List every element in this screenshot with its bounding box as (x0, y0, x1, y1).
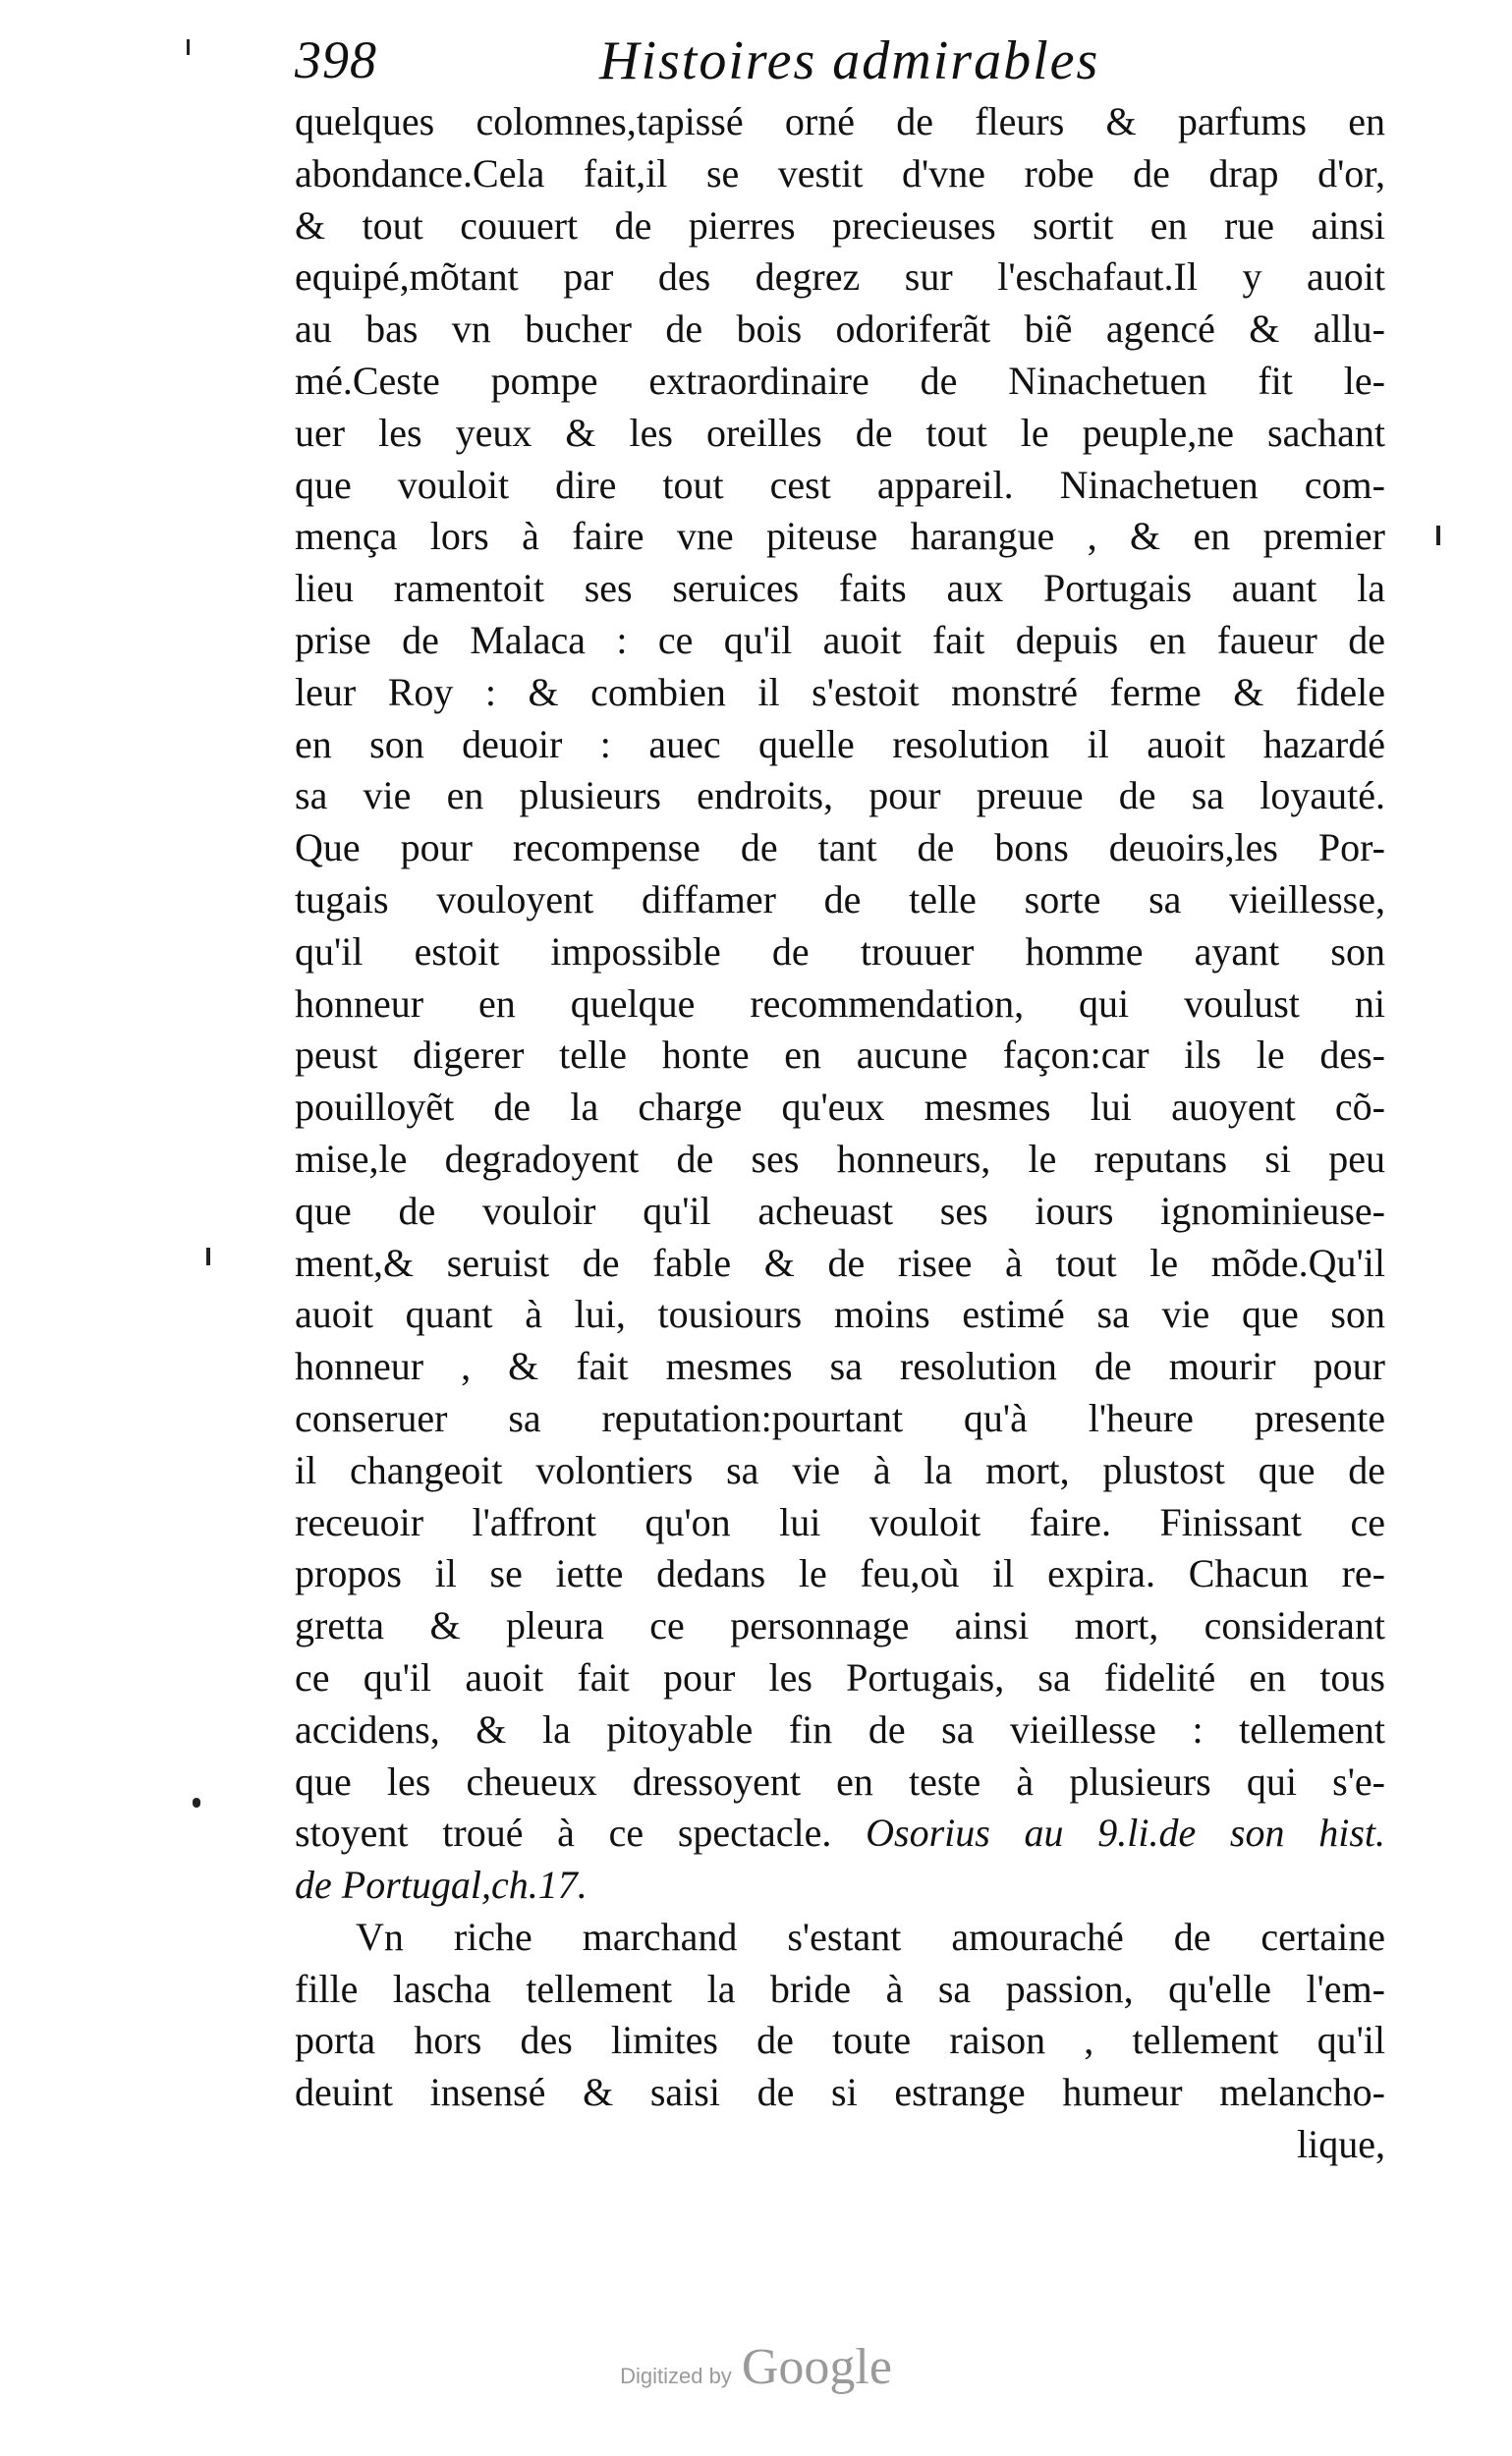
text-line: Que pour recompense de tant de bons deuoirs,les Por- (295, 825, 1385, 870)
text-line: auoit quant à lui, tousiours moins estimé sa vie que son (295, 1292, 1385, 1337)
text-line: fille lascha tellement la bride à sa passion, qu'elle l'em- (295, 1966, 1385, 2011)
text-line: mise,le degradoyent de ses honneurs, le reputans si peu (295, 1136, 1385, 1181)
text-line: quelques colomnes,tapissé orné de fleurs & parfums en (295, 99, 1385, 143)
catchword: lique, (1297, 2122, 1385, 2167)
text-line: propos il se iette dedans le feu,où il expira. Chacun re- (295, 1551, 1385, 1596)
text-line: honneur en quelque recommendation, qui voulust ni (295, 980, 1385, 1026)
text-line: que les cheueux dressoyent en teste à plusieurs qui s'e- (295, 1758, 1385, 1804)
text-line: que vouloit dire tout cest appareil. Ninachetuen com- (295, 462, 1385, 507)
scan-speck (187, 39, 190, 55)
text-line: au bas vn bucher de bois odoriferãt biẽ agencé & allu- (295, 307, 1385, 352)
text-block (295, 96, 1385, 2171)
text-line: deuint insensé & saisi de si estrange humeur melancho- (295, 2070, 1385, 2115)
text-line: abondance.Cela fait,il se vestit d'vne robe de drap d'or, (295, 150, 1385, 195)
text-line: lieu ramentoit ses seruices faits aux Portugais auant la (295, 566, 1385, 611)
text-line: uer les yeux & les oreilles de tout le peuple,ne sachant (295, 410, 1385, 455)
text-line: conseruer sa reputation:pourtant qu'à l'heure presente (295, 1395, 1385, 1440)
text-line: leur Roy : & combien il s'estoit monstré ferme & fidele (295, 669, 1385, 714)
text-line: accidens, & la pitoyable fin de sa vieillesse : tellement (295, 1706, 1385, 1752)
text-line: pouilloyẽt de la charge qu'eux mesmes lui auoyent cõ- (295, 1085, 1385, 1130)
scan-speck (1436, 526, 1440, 545)
text-line: tugais vouloyent diffamer de telle sorte sa vieillesse, (295, 876, 1385, 921)
text-line: honneur , & fait mesmes sa resolution de mourir pour (295, 1344, 1385, 1389)
text-line: ment,& seruist de fable & de risee à tout le mõde.Qu'il (295, 1240, 1385, 1285)
text-line: il changeoit volontiers sa vie à la mort, plustost que de (295, 1447, 1385, 1492)
text-line: en son deuoir : auec quelle resolution il auoit hazardé (295, 721, 1385, 766)
text-line: & tout couuert de pierres precieuses sortit en rue ainsi (295, 202, 1385, 248)
text-line: porta hors des limites de toute raison , tellement qu'il (295, 2018, 1385, 2063)
page-number: 398 (295, 30, 377, 89)
scan-speck (206, 1248, 210, 1265)
citation-lead-text: stoyent troué à ce spectacle. (295, 1811, 832, 1856)
text-line: sa vie en plusieurs endroits, pour preuue de sa loyauté. (295, 773, 1385, 818)
digitization-watermark (0, 2338, 1512, 2397)
text-line: qu'il estoit impossible de trouuer homme ayant son (295, 928, 1385, 974)
text-line: gretta & pleura ce personnage ainsi mort, considerant (295, 1603, 1385, 1648)
scan-speck (193, 1798, 200, 1808)
running-title: Histoires admirables (599, 30, 1100, 91)
text-line: mé.Ceste pompe extraordinaire de Ninachetuen fit le- (295, 358, 1385, 403)
text-line: mença lors à faire vne piteuse harangue , & en premier (295, 514, 1385, 559)
google-logo: Google (741, 2339, 892, 2395)
text-line: peust digerer telle honte en aucune façon:car ils le des- (295, 1033, 1385, 1078)
text-line: que de vouloir qu'il acheuast ses iours ignominieuse- (295, 1188, 1385, 1233)
text-line: prise de Malaca : ce qu'il auoit fait depuis en faueur de (295, 617, 1385, 662)
citation-line (295, 1808, 1385, 1860)
citation-source: Osorius au 9.li.de son hist. (866, 1811, 1386, 1856)
digitized-by-label: Digitized by (620, 2364, 732, 2388)
text-line: equipé,mõtant par des degrez sur l'eschafaut.Il y auoit (295, 254, 1385, 300)
text-line: ce qu'il auoit fait pour les Portugais, sa fidelité en tous (295, 1654, 1385, 1700)
text-line: Vn riche marchand s'estant amouraché de certaine (356, 1914, 1385, 1959)
text-line: receuoir l'affront qu'on lui vouloit faire. Finissant ce (295, 1499, 1385, 1544)
citation-end: de Portugal,ch.17. (295, 1863, 588, 1908)
